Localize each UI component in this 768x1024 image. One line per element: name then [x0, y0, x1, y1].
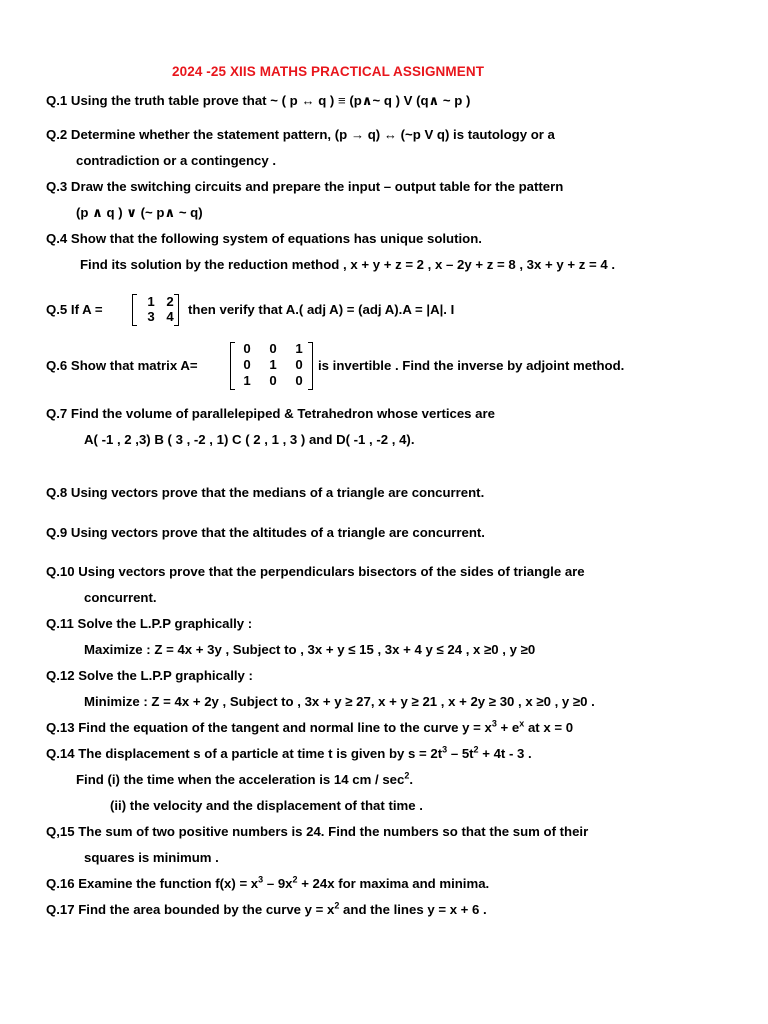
question-4-line-1: Q.4 Show that the following system of equations has unique solution. [46, 231, 482, 246]
superscript: 3 [442, 744, 448, 755]
question-9: Q.9 Using vectors prove that the altitudes of a triangle are concurrent. [46, 525, 485, 540]
question-13 [46, 719, 573, 737]
question-11-line-1: Q.11 Solve the L.P.P graphically : [46, 616, 253, 631]
question-16-text-a: Q.16 Examine the function f(x) = x [46, 876, 259, 891]
question-12-line-1: Q.12 Solve the L.P.P graphically : [46, 668, 253, 683]
matrix-cell: 0 [269, 341, 277, 356]
question-13-end: at x = 0 [524, 720, 574, 735]
question-17-text-a: Q.17 Find the area bounded by the curve y = x [46, 902, 335, 917]
question-10-line-2: concurrent. [84, 590, 157, 605]
matrix-cell: 2 [166, 294, 174, 309]
question-13-mid: + e [496, 720, 520, 735]
matrix-cell: 0 [295, 357, 303, 372]
question-1: Q.1 Using the truth table prove that ~ ( p ↔ q ) ≡ (p∧~ q ) V (q∧ ~ p ) [46, 93, 471, 108]
question-14-text-a: Q.14 The displacement s of a particle at time t is given by s = 2t [46, 746, 443, 761]
question-13-text: Q.13 Find the equation of the tangent and normal line to the curve y = x [46, 720, 492, 735]
matrix-cell: 0 [295, 373, 303, 388]
matrix-cell: 1 [295, 341, 303, 356]
matrix-cell: 1 [269, 357, 277, 372]
question-7-line-2: A( -1 , 2 ,3) B ( 3 , -2 , 1) C ( 2 , 1 , 3 ) and D( -1 , -2 , 4). [84, 432, 415, 447]
question-12-line-2: Minimize : Z = 4x + 2y , Subject to , 3x + y ≥ 27, x + y ≥ 21 , x + 2y ≥ 30 , x ≥0 , y ≥0 . [84, 694, 595, 709]
superscript: 2 [292, 874, 298, 885]
question-3-line-1: Q.3 Draw the switching circuits and prepare the input – output table for the pattern [46, 179, 564, 194]
matrix-cell: 0 [243, 341, 251, 356]
superscript: 2 [404, 770, 410, 781]
question-14-line-1 [46, 745, 532, 763]
matrix-cells [139, 294, 177, 324]
question-14-line-2 [76, 771, 413, 789]
matrix-cell: 3 [147, 309, 155, 324]
question-15-line-1: Q,15 The sum of two positive numbers is 24. Find the numbers so that the sum of their [46, 824, 589, 839]
matrix-cell: 1 [147, 294, 155, 309]
question-6-matrix [230, 342, 314, 390]
superscript: 2 [334, 900, 340, 911]
question-11-line-2: Maximize : Z = 4x + 3y , Subject to , 3x + y ≤ 15 , 3x + 4 y ≤ 24 , x ≥0 , y ≥0 [84, 642, 536, 657]
question-7-line-1: Q.7 Find the volume of parallelepiped & Tetrahedron whose vertices are [46, 406, 495, 421]
question-4-line-2: Find its solution by the reduction method , x + y + z = 2 , x – 2y + z = 8 , 3x + y + z = 4 . [80, 257, 616, 272]
question-16-text-c: + 24x for maxima and minima. [297, 876, 490, 891]
matrix-right-bracket [308, 342, 313, 390]
matrix-right-bracket [174, 294, 179, 326]
superscript: 3 [258, 874, 264, 885]
question-2-line-2: contradiction or a contingency . [76, 153, 277, 168]
question-16-text-b: – 9x [263, 876, 293, 891]
question-5-prefix: Q.5 If A = [46, 302, 103, 317]
question-14-text-c: + 4t - 3 . [478, 746, 532, 761]
matrix-left-bracket [132, 294, 137, 326]
matrix-cell: 0 [243, 357, 251, 372]
question-17 [46, 901, 487, 919]
matrix-left-bracket [230, 342, 235, 390]
question-15-line-2: squares is minimum . [84, 850, 219, 865]
question-10-line-1: Q.10 Using vectors prove that the perpendiculars bisectors of the sides of triangle are [46, 564, 585, 579]
question-6-suffix: is invertible . Find the inverse by adjoint method. [318, 358, 625, 373]
matrix-cell: 4 [166, 309, 174, 324]
page-title: 2024 -25 XIIS MATHS PRACTICAL ASSIGNMENT [172, 64, 485, 79]
question-14-text-b: – 5t [447, 746, 474, 761]
question-14-line-3: (ii) the velocity and the displacement of that time . [110, 798, 423, 813]
question-8: Q.8 Using vectors prove that the medians of a triangle are concurrent. [46, 485, 485, 500]
question-2-line-1: Q.2 Determine whether the statement pattern, (p → q) ↔ (~p V q) is tautology or a [46, 127, 555, 142]
superscript: 3 [491, 718, 497, 729]
matrix-cells [236, 341, 310, 389]
question-17-text-b: and the lines y = x + 6 . [339, 902, 487, 917]
superscript: 2 [473, 744, 479, 755]
matrix-cell: 1 [243, 373, 251, 388]
question-14-part-i: Find (i) the time when the acceleration is 14 cm / sec [76, 772, 405, 787]
superscript: x [519, 718, 525, 729]
question-5-matrix [132, 294, 180, 328]
matrix-cell: 0 [269, 373, 277, 388]
question-14-part-i-end: . [409, 772, 414, 787]
question-3-line-2: (p ∧ q ) ∨ (~ p∧ ~ q) [76, 205, 203, 220]
question-16 [46, 875, 489, 893]
question-6-prefix: Q.6 Show that matrix A= [46, 358, 198, 373]
question-5-suffix: then verify that A.( adj A) = (adj A).A = |A|. I [188, 302, 455, 317]
